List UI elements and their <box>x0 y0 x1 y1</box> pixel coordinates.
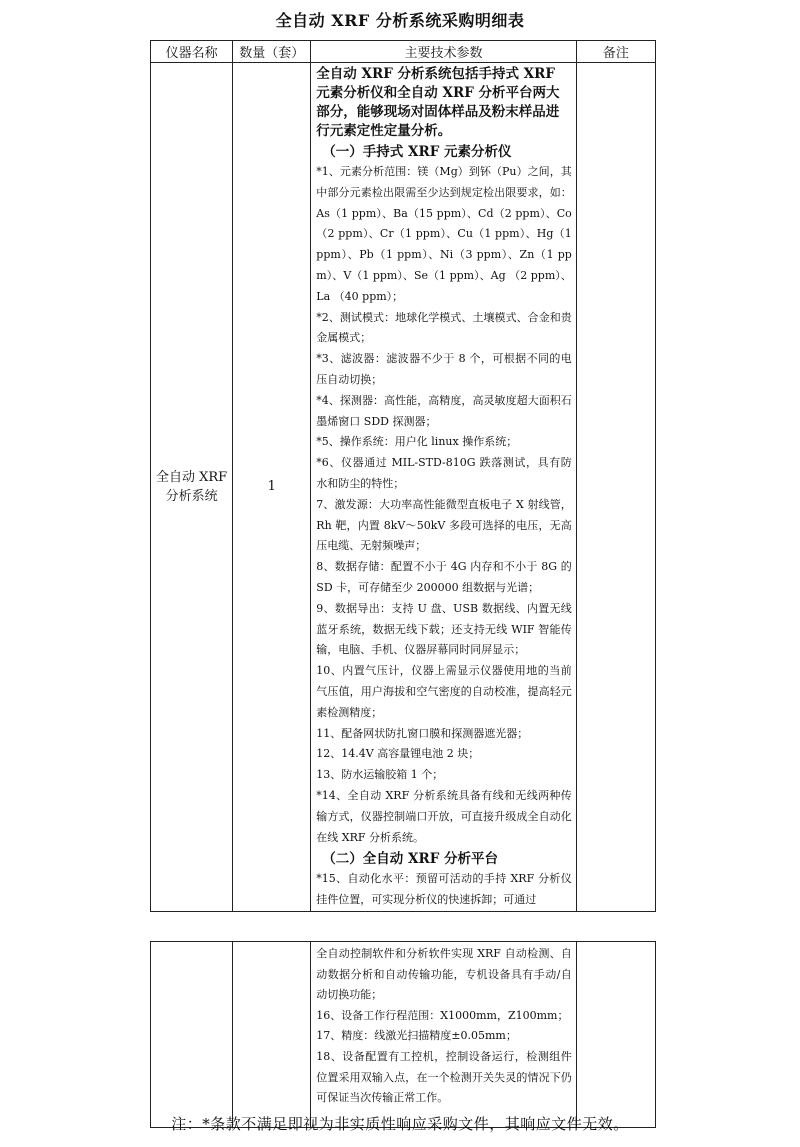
header-note: 备注 <box>576 41 655 63</box>
instrument-name-line1: 全自动 XRF <box>155 469 228 485</box>
spec-item: 16、设备工作行程范围：X1000mm，Z100mm； <box>316 1008 569 1022</box>
page-title: 全自动 XRF 分析系统采购明细表 <box>275 11 525 30</box>
spec-item: 18、设备配置有工控机，控制设备运行，检测组件位置采用双输入点，在一个检测开关失灵的情况下仍可保证当次传输正常工作。 <box>316 1049 572 1105</box>
spec-cell <box>311 63 577 912</box>
spec-item: 13、防水运输胶箱 1 个； <box>316 768 444 782</box>
header-spec: 主要技术参数 <box>311 41 577 63</box>
footer-note: 注：*条款不满足即视为非实质性响应采购文件，其响应文件无效。 <box>171 1115 629 1133</box>
table-header-row <box>151 41 656 63</box>
spec-item: *14、全自动 XRF 分析系统具备有线和无线两种传输方式，仪器控制端口开放，可直接升级成全自动化在线 XRF 分析系统。 <box>316 788 572 844</box>
instrument-name-line2: 分析系统 <box>165 488 218 504</box>
note-cell <box>576 63 655 912</box>
header-name: 仪器名称 <box>151 41 233 63</box>
quantity-cell-continued <box>233 942 311 1128</box>
spec-item: 全自动控制软件和分析软件实现 XRF 自动检测、自动数据分析和自动传输功能，专机设备具有手动/自动切换功能； <box>316 947 572 1002</box>
spec-item: 17、精度：线激光扫描精度±0.05mm； <box>316 1029 517 1043</box>
spec-item: *1、元素分析范围：镁（Mg）到钚（Pu）之间，其中部分元素检出限需至少达到规定检出限要求，如：As（1 ppm）、Ba（15 ppm）、Cd（2 ppm）、Co（2 ppm）、Cr（1 ppm）、Cu（1 ppm）、Hg（1 ppm）、Pb（1 ppm）、Ni（3 ppm）、Zn（1 ppm）、V（1 ppm）、Se（1 ppm）、Ag （2 ppm）、La （40 ppm）； <box>316 165 572 303</box>
spec-item: 12、14.4V 高容量锂电池 2 块； <box>316 747 480 761</box>
spec-item: 9、数据导出：支持 U 盘、USB 数据线、内置无线蓝牙系统，数据无线下载；还支持无线 WIF 智能传输，电脑、手机、仪器屏幕同时同屏显示； <box>316 601 572 657</box>
spec-item: *15、自动化水平：预留可活动的手持 XRF 分析仪挂件位置，可实现分析仪的快速拆卸；可通过 <box>316 872 572 907</box>
table-row <box>151 63 656 912</box>
spec-item: *6、仪器通过 MIL-STD-810G 跌落测试，具有防水和防尘的特性； <box>316 456 572 490</box>
table-row <box>151 942 656 1128</box>
spec-item: 8、数据存储：配置不小于 4G 内存和不小于 8G 的 SD 卡，可存储至少 200000 组数据与光谱； <box>316 560 572 594</box>
spec-item: *3、滤波器：滤波器不少于 8 个，可根据不同的电压自动切换； <box>316 352 572 386</box>
spec-items-continued <box>316 944 572 1109</box>
spec-item: 7、激发源：大功率高性能微型直板电子 X 射线管，Rh 靶，内置 8kV～50kV 多段可选择的电压，无高压电缆、无射频噪声； <box>316 497 572 553</box>
header-qty: 数量（套） <box>233 41 311 63</box>
spec-items-handheld <box>316 162 572 848</box>
section-platform-heading: （二）全自动 XRF 分析平台 <box>322 851 498 868</box>
section-handheld-heading: （一）手持式 XRF 元素分析仪 <box>322 144 512 160</box>
instrument-name-cell <box>151 63 233 912</box>
spec-item: *2、测试模式：地球化学模式、土壤模式、合金和贵金属模式； <box>316 310 572 345</box>
spec-item: 11、配备网状防扎窗口膜和探测器遮光器； <box>316 726 529 740</box>
procurement-table <box>150 40 656 912</box>
quantity-cell: 1 <box>233 63 311 912</box>
spec-item: *5、操作系统：用户化 linux 操作系统； <box>316 435 518 449</box>
spec-intro: 全自动 XRF 分析系统包括手持式 XRF 元素分析仪和全自动 XRF 分析平台两大部分，能够现场对固体样品及粉末样品进行元素定性定量分析。 <box>316 66 560 139</box>
procurement-table-continued <box>150 941 656 1128</box>
spec-item: 10、内置气压计，仪器上需显示仪器使用地的当前气压值，用户海拔和空气密度的自动校准，提高轻元素检测精度； <box>316 664 572 719</box>
spec-cell-continued <box>311 942 577 1128</box>
spec-items-platform <box>316 869 572 911</box>
note-cell-continued <box>576 942 655 1128</box>
spec-item: *4、探测器：高性能，高精度，高灵敏度超大面积石墨烯窗口 SDD 探测器； <box>316 393 572 428</box>
instrument-name-cell-continued <box>151 942 233 1128</box>
